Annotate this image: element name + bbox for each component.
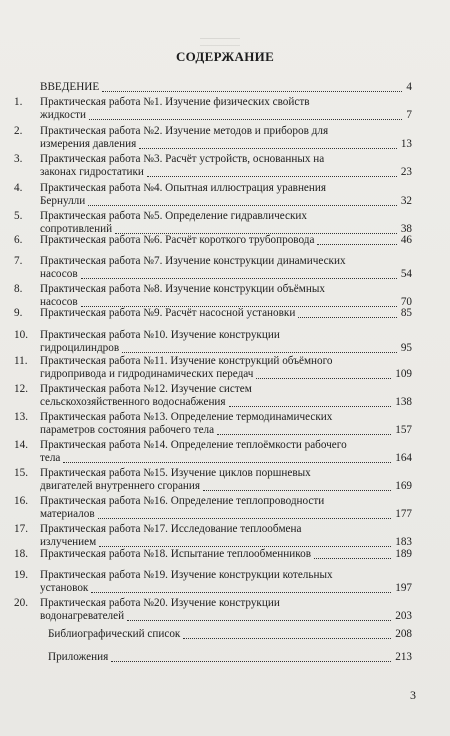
toc-page-number: 23	[400, 166, 412, 178]
toc-entry-title-cont: гидропривода и гидродинамических передач	[40, 368, 254, 380]
leader-dots	[203, 490, 391, 491]
leader-dots	[81, 278, 397, 279]
leader-dots	[122, 352, 397, 353]
toc-entry-title-cont: насосов	[40, 268, 78, 280]
leader-dots	[89, 119, 402, 120]
toc-entry-title-cont: параметров состояния рабочего тела	[40, 424, 215, 436]
toc-entry-number: 2.	[14, 125, 23, 137]
toc-page-number: 189	[395, 548, 412, 560]
toc-entry-title: Практическая работа №18. Испытание теплообменников	[40, 548, 311, 560]
leader-dots	[111, 661, 391, 662]
toc-entry-number: 19.	[14, 569, 28, 581]
toc-entry-number: 7.	[14, 255, 23, 267]
toc-entry-number: 13.	[14, 411, 28, 423]
toc-entry-number: 17.	[14, 523, 28, 535]
leader-dots	[88, 205, 397, 206]
toc-entry-title: Практическая работа №4. Опытная иллюстрация уравнения	[40, 182, 327, 194]
toc-page-number: 70	[400, 296, 412, 308]
toc-page-number: 169	[395, 480, 412, 492]
toc-entry-title: Практическая работа №6. Расчёт короткого трубопровода	[40, 234, 315, 246]
toc-entry-title-cont: установок	[40, 582, 89, 594]
toc-entry-title: Практическая работа №2. Изучение методов и приборов для	[40, 125, 329, 137]
toc-page-number: 13	[400, 138, 412, 150]
toc-entry-title-cont: тела	[40, 452, 61, 464]
leader-dots	[317, 244, 396, 245]
toc-entry-number: 12.	[14, 383, 28, 395]
toc-entry-number: 6.	[14, 234, 23, 246]
leader-dots	[98, 518, 392, 519]
toc-entry-title: Практическая работа №17. Исследование теплообмена	[40, 523, 302, 535]
toc-page-number: 85	[400, 307, 412, 319]
toc-entry-title: Практическая работа №20. Изучение конструкции	[40, 597, 280, 609]
toc-entry-number: 9.	[14, 307, 23, 319]
toc-page-number: 177	[395, 508, 412, 520]
toc-entry-title: Практическая работа №3. Расчёт устройств, основанных на	[40, 153, 325, 165]
toc-entry-title: Практическая работа №15. Изучение циклов поршневых	[40, 467, 311, 479]
toc-page-number: 213	[395, 651, 412, 663]
toc-page-number: 7	[406, 109, 412, 121]
toc-entry-number: 5.	[14, 210, 23, 222]
toc-entry-title-cont: водонагревателей	[40, 610, 125, 622]
toc-page-number: 164	[395, 452, 412, 464]
toc-entry-number: 20.	[14, 597, 28, 609]
toc-entry-label: Библиографический список	[48, 628, 181, 640]
toc-page-number: 183	[395, 536, 412, 548]
toc-entry-title: Практическая работа №9. Расчёт насосной установки	[40, 307, 296, 319]
leader-dots	[183, 638, 391, 639]
toc-page-number: 38	[400, 223, 412, 235]
toc-page-number: 197	[395, 582, 412, 594]
toc-page-number: 4	[406, 81, 412, 93]
toc-entry-number: 4.	[14, 182, 23, 194]
toc-page-number: 54	[400, 268, 412, 280]
toc-entry-title: Практическая работа №10. Изучение конструкции	[40, 329, 280, 341]
toc-entry-title: Практическая работа №16. Определение теплопроводности	[40, 495, 325, 507]
toc-entry-title: Практическая работа №12. Изучение систем	[40, 383, 252, 395]
toc-page-number: 208	[395, 628, 412, 640]
leader-dots	[102, 91, 402, 92]
toc-entry-label: Приложения	[48, 651, 109, 663]
toc-entry-title-cont: жидкости	[40, 109, 86, 121]
toc-entry-title-cont: сопротивлений	[40, 223, 113, 235]
toc-entry-title: Практическая работа №7. Изучение конструкции динамических	[40, 255, 346, 267]
toc-entry-title: Практическая работа №11. Изучение конструкций объёмного	[40, 355, 333, 367]
toc-entry-title-cont: излучением	[40, 536, 97, 548]
toc-entry-title: Практическая работа №8. Изучение конструкции объёмных	[40, 283, 325, 295]
toc-entry-title: Практическая работа №14. Определение теплоёмкости рабочего	[40, 439, 347, 451]
leader-dots	[229, 406, 392, 407]
toc-page-number: 95	[400, 342, 412, 354]
toc-page-number: 109	[395, 368, 412, 380]
toc-entry-title-cont: насосов	[40, 296, 78, 308]
toc-entry-title: Практическая работа №1. Изучение физических свойств	[40, 96, 310, 108]
toc-page-number: 203	[395, 610, 412, 622]
toc-entry-number: 15.	[14, 467, 28, 479]
toc-entry-title-cont: законах гидростатики	[40, 166, 144, 178]
toc-entry-title-cont: Бернулли	[40, 195, 86, 207]
toc-entry-title: Практическая работа №19. Изучение конструкции котельных	[40, 569, 333, 581]
toc-entry-number: 16.	[14, 495, 28, 507]
leader-dots	[147, 176, 397, 177]
leader-dots	[298, 317, 396, 318]
toc-page-number: 157	[395, 424, 412, 436]
toc-entry-title-cont: двигателей внутреннего сгорания	[40, 480, 201, 492]
toc-entry-number: 11.	[14, 355, 28, 367]
toc-entry-number: 18.	[14, 548, 28, 560]
toc-entry-number: 14.	[14, 439, 28, 451]
toc-page-number: 32	[400, 195, 412, 207]
toc-page-number: 138	[395, 396, 412, 408]
toc-entry-number: 10.	[14, 329, 28, 341]
toc-page-number: 46	[400, 234, 412, 246]
toc-entry-title-cont: сельскохозяйственного водоснабжения	[40, 396, 226, 408]
toc-entry-label: ВВЕДЕНИЕ	[40, 81, 100, 93]
toc-entry-title-cont: измерения давления	[40, 138, 137, 150]
page-title: СОДЕРЖАНИЕ	[175, 49, 275, 64]
toc-entry-number: 8.	[14, 283, 23, 295]
leader-dots	[256, 378, 391, 379]
toc-entry-title: Практическая работа №13. Определение термодинамических	[40, 411, 333, 423]
leader-dots	[139, 148, 397, 149]
leader-dots	[127, 620, 391, 621]
leader-dots	[63, 462, 391, 463]
leader-dots	[314, 558, 391, 559]
page-number: 3	[410, 688, 416, 702]
toc-entry-number: 3.	[14, 153, 23, 165]
leader-dots	[91, 592, 391, 593]
toc-entry-title-cont: гидроцилиндров	[40, 342, 120, 354]
leader-dots	[217, 434, 391, 435]
toc-entry-title-cont: материалов	[40, 508, 95, 520]
toc-entry-title: Практическая работа №5. Определение гидравлических	[40, 210, 307, 222]
toc-entry-number: 1.	[14, 96, 23, 108]
